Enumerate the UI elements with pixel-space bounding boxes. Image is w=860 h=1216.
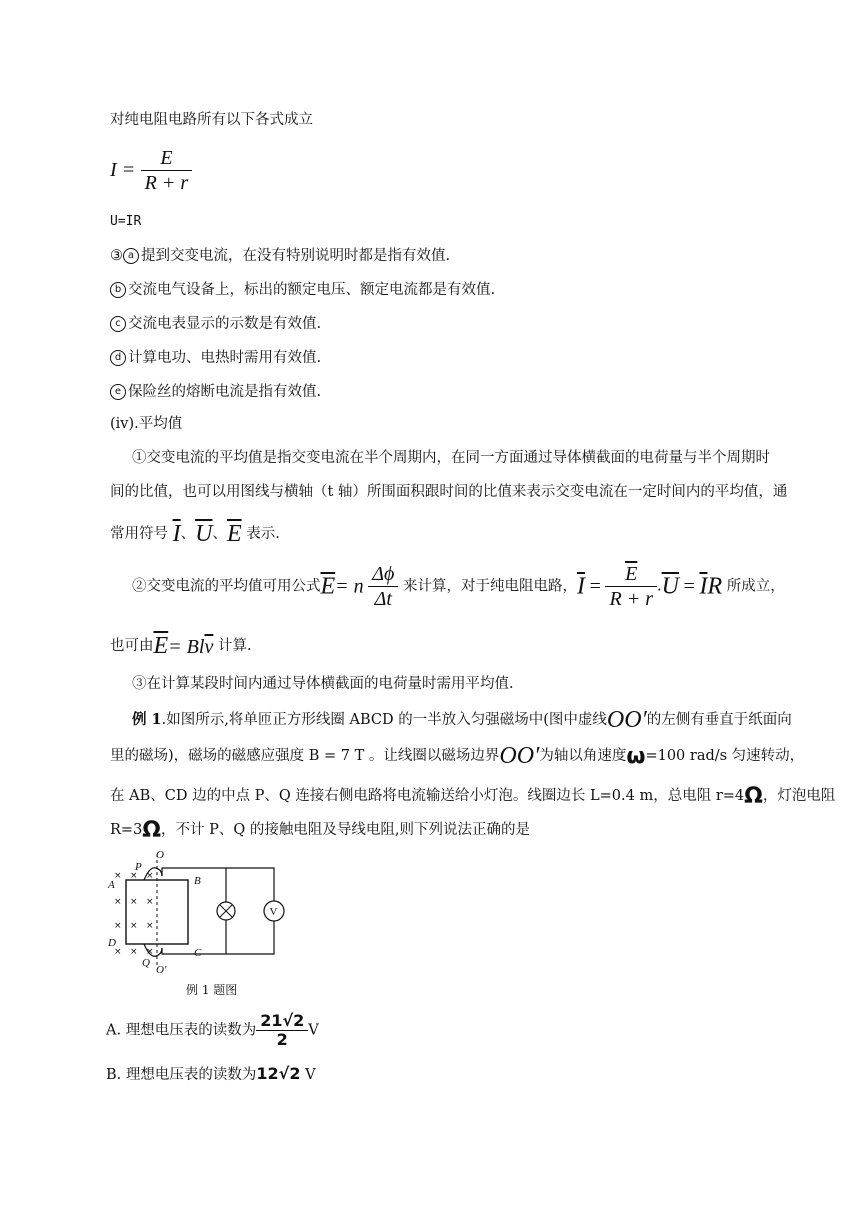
formula-numerator: E	[141, 146, 193, 171]
symbol-omega: ω	[626, 744, 646, 769]
fraction-e-over-rr	[605, 562, 657, 611]
para1-line2: 间的比值，也可以用图线与横轴（t 轴）所围面积跟时间的比值来表示交变电流在一定时间内的平均值，通	[110, 484, 788, 500]
numerator-dphi: Δϕ	[368, 562, 398, 587]
example-line2-mid: 为轴以角速度	[539, 748, 627, 764]
symbol-r: R	[707, 573, 723, 600]
symbol-ohm: Ω	[744, 784, 763, 809]
para3-text-b: 计算.	[217, 638, 252, 654]
para3-line	[110, 633, 252, 659]
formula-denominator: R + r	[144, 172, 189, 194]
example-line4-text: R=3	[110, 822, 143, 838]
x-mark: ×	[114, 871, 122, 881]
symbol-i-avg: $\overline{I}$	[172, 521, 181, 547]
symbol-u-avg: $\overline{U}$	[661, 573, 679, 600]
denominator-rr: R + r	[609, 588, 653, 610]
para1-line3-end: 表示.	[246, 526, 280, 542]
x-mark: ×	[130, 871, 138, 881]
rule-a	[110, 246, 450, 266]
rule-a-text: 提到交变电流，在没有特别说明时都是指有效值.	[141, 248, 451, 264]
label-o-top: O	[156, 849, 164, 861]
rule-e-text: 保险丝的熔断电流是指有效值.	[128, 384, 322, 400]
rule-d	[110, 348, 321, 368]
formula-eq-bl: = Bl	[168, 636, 205, 658]
circuit-figure	[104, 846, 294, 976]
example-line4-end: ，不计 P、Q 的接触电阻及导线电阻,则下列说法正确的是	[161, 822, 530, 838]
rule-d-text: 计算电功、电热时需用有效值.	[128, 350, 322, 366]
x-mark: ×	[114, 947, 122, 957]
u-ir-line: U=IR	[110, 214, 142, 229]
x-mark: ×	[114, 897, 122, 907]
label-q: Q	[142, 957, 150, 969]
para2-text-c: 所成立，	[726, 578, 785, 595]
option-b-value: 12√2	[256, 1064, 301, 1083]
example-line4	[110, 820, 530, 841]
x-mark: ×	[146, 921, 154, 931]
rule-b	[110, 280, 495, 300]
option-a-denominator: 2	[276, 1030, 288, 1049]
x-mark: ×	[114, 921, 122, 931]
example-line1	[132, 707, 792, 733]
fraction-dphi-dt	[368, 562, 398, 611]
voltmeter-label: V	[269, 906, 278, 918]
formula-fraction	[141, 146, 193, 195]
rule-e	[110, 382, 321, 402]
label-o-bottom: O′	[156, 964, 167, 976]
label-b: B	[194, 875, 201, 887]
rule-c	[110, 314, 321, 334]
formula-lhs: I	[110, 159, 117, 181]
option-a-fraction	[256, 1012, 308, 1049]
separator: 、	[180, 526, 196, 542]
circle-mark-a: a	[123, 248, 139, 264]
option-a-unit: V	[308, 1022, 319, 1039]
formula-eq: =	[589, 575, 601, 598]
label-d: D	[108, 937, 116, 949]
symbol-i-avg: $\overline{I}$	[699, 573, 708, 600]
circle-mark-d: d	[110, 350, 126, 366]
example-line2-text: 里的磁场)，磁场的磁感应强度 B = 7 T 。让线圈以磁场边界	[110, 748, 500, 764]
symbol-e-avg: $\overline{E}$	[226, 521, 242, 547]
symbol-ohm: Ω	[142, 818, 161, 843]
x-mark: ×	[146, 871, 154, 881]
symbol-e-avg: $\overline{E}$	[153, 633, 169, 659]
option-b-text: 理想电压表的读数为	[125, 1067, 257, 1083]
separator: 、	[212, 526, 227, 542]
symbol-oo-prime: OO′	[499, 743, 540, 769]
section-heading: (iv).平均值	[110, 416, 183, 432]
symbol-i-avg: $\overline{I}$	[576, 573, 585, 600]
option-b-unit: V	[305, 1067, 316, 1083]
option-b	[106, 1064, 316, 1085]
option-a-numerator: 21√2	[256, 1012, 308, 1031]
rule-b-text: 交流电气设备上，标出的额定电压、额定电流都是有效值.	[128, 282, 496, 298]
para3-text-a: 也可由	[110, 638, 154, 654]
option-a	[106, 1012, 319, 1049]
formula-ohms-law	[110, 146, 192, 195]
example-line3-end: ，灯泡电阻	[762, 788, 836, 804]
para1-line3-text: 常用符号	[110, 526, 168, 542]
para1-line1: ①交变电流的平均值是指交变电流在半个周期内，在同一方面通过导体横截面的电荷量与半个周期时	[132, 450, 770, 466]
formula-eq-n: = n	[335, 575, 364, 598]
dot: .	[656, 578, 662, 595]
para4-line: ③在计算某段时间内通过导体横截面的电荷量时需用平均值.	[132, 676, 514, 692]
para2-line	[132, 562, 785, 611]
x-mark: ×	[130, 947, 138, 957]
example-line3	[110, 786, 835, 807]
label-c: C	[194, 947, 202, 959]
x-mark: ×	[130, 897, 138, 907]
example-label: 例 1	[132, 711, 162, 728]
para1-line3	[110, 521, 280, 547]
option-b-label: B.	[106, 1067, 122, 1083]
circle-mark-c: c	[110, 316, 126, 332]
formula-eq2: =	[683, 575, 695, 598]
option-a-text: 理想电压表的读数为	[125, 1022, 257, 1039]
example-line3-text: 在 AB、CD 边的中点 P、Q 连接右侧电路将电流输送给小灯泡。线圈边长 L=0.4 m，总电阻 r=4	[110, 788, 745, 804]
x-mark: ×	[130, 921, 138, 931]
circle-mark-e: e	[110, 384, 126, 400]
formula-eq: =	[123, 159, 135, 181]
figure-caption: 例 1 题图	[186, 983, 238, 997]
example-line1-end: 的左侧有垂直于纸面向	[646, 712, 792, 728]
label-a: A	[108, 879, 115, 891]
numerator-e: $\overline{E}$	[605, 562, 657, 587]
symbol-v-avg: $\overline{v}$	[204, 636, 214, 658]
intro-line: 对纯电阻电路所有以下各式成立	[110, 112, 313, 128]
symbol-u-avg: $\overline{U}$	[195, 521, 213, 547]
symbol-e-avg: $\overline{E}$	[320, 573, 336, 600]
para2-text-b: 来计算，对于纯电阻电路，	[402, 578, 577, 595]
symbol-oo-prime: OO′	[606, 707, 647, 733]
example-line2-end: =100 rad/s 匀速转动，	[645, 748, 805, 764]
para2-text-a: ②交变电流的平均值可用公式	[132, 578, 321, 595]
rule-c-text: 交流电表显示的示数是有效值.	[128, 316, 322, 332]
example-line1-text: .如图所示,将单匝正方形线圈 ABCD 的一半放入匀强磁场中(图中虚线	[161, 712, 607, 728]
x-mark: ×	[146, 897, 154, 907]
circle-mark-b: b	[110, 282, 126, 298]
rule-number: ③	[110, 248, 123, 264]
x-mark: ×	[146, 947, 154, 957]
example-line2	[110, 743, 805, 769]
denominator-dt: Δt	[374, 588, 392, 610]
label-p: P	[135, 861, 142, 873]
option-a-label: A.	[106, 1022, 122, 1039]
